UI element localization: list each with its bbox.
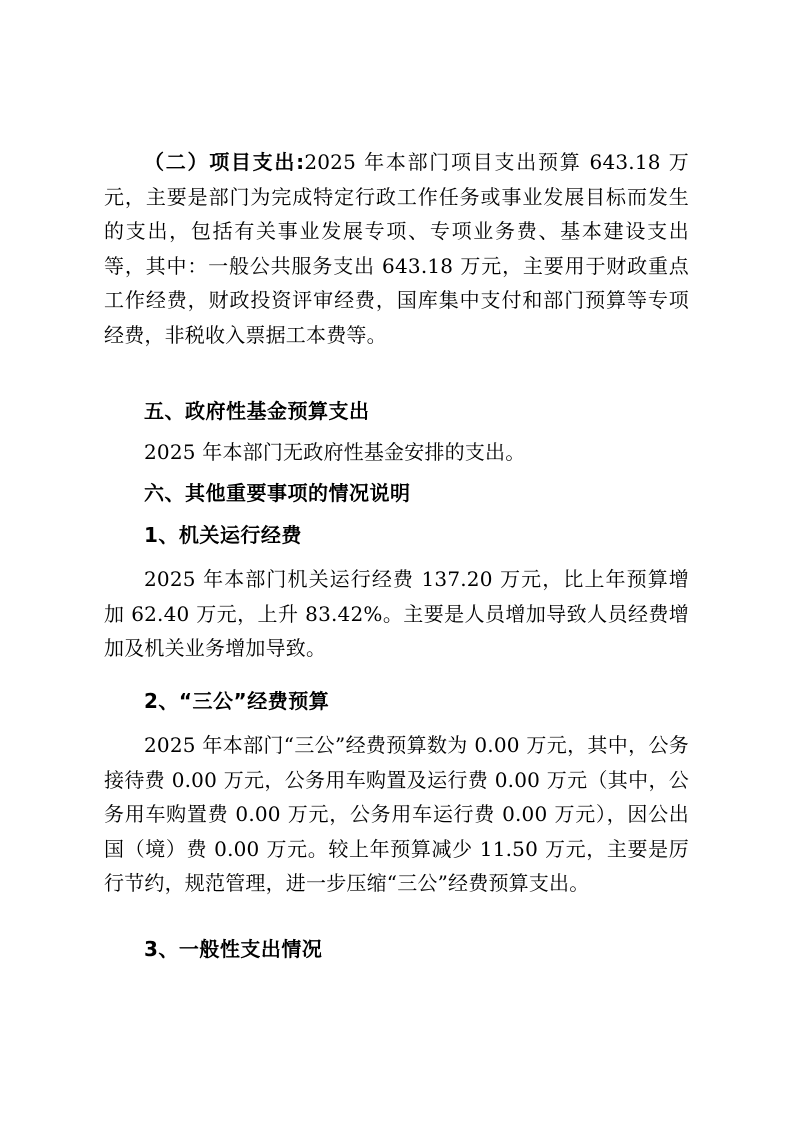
project-expenditure-lead: （二）项目支出: (144, 150, 305, 174)
operating-costs-paragraph: 2025 年本部门机关运行经费 137.20 万元，比上年预算增加 62.40 万元，上升 83.42%。主要是人员增加导致人员经费增加及机关业务增加导致。 (104, 567, 689, 660)
subheading-operating-costs: 1、机关运行经费 (144, 523, 302, 547)
project-expenditure-text: 2025 年本部门项目支出预算 643.18 万元，主要是部门为完成特定行政工作任务或事业发展目标而发生的支出，包括有关事业发展专项、专项业务费、基本建设支出等，其中：一般公共服务支出 643.18 万元，主要用于财政重点工作经费，财政投资评审经费，国库集中支付和部门预算等专项经费，非税收入票据工本费等。 (104, 150, 689, 347)
gov-fund-paragraph: 2025 年本部门无政府性基金安排的支出。 (144, 440, 526, 464)
three-public-costs-paragraph: 2025 年本部门“三公”经费预算数为 0.00 万元，其中，公务接待费 0.00 万元，公务用车购置及运行费 0.00 万元（其中，公务用车购置费 0.00 万元，公务用车运行费 0.00 万元），因公出国（境）费 0.00 万元。较上年预算减少 11.50 万元，主要是厉行节约，规范管理，进一步压缩“三公”经费预算支出。 (104, 733, 689, 895)
project-expenditure-paragraph (104, 145, 689, 352)
section-heading-other-matters: 六、其他重要事项的情况说明 (144, 481, 411, 505)
subheading-three-public-costs: 2、“三公”经费预算 (144, 689, 330, 713)
subheading-general-expenditure: 3、一般性支出情况 (144, 937, 323, 961)
section-heading-gov-fund: 五、政府性基金预算支出 (144, 399, 370, 423)
